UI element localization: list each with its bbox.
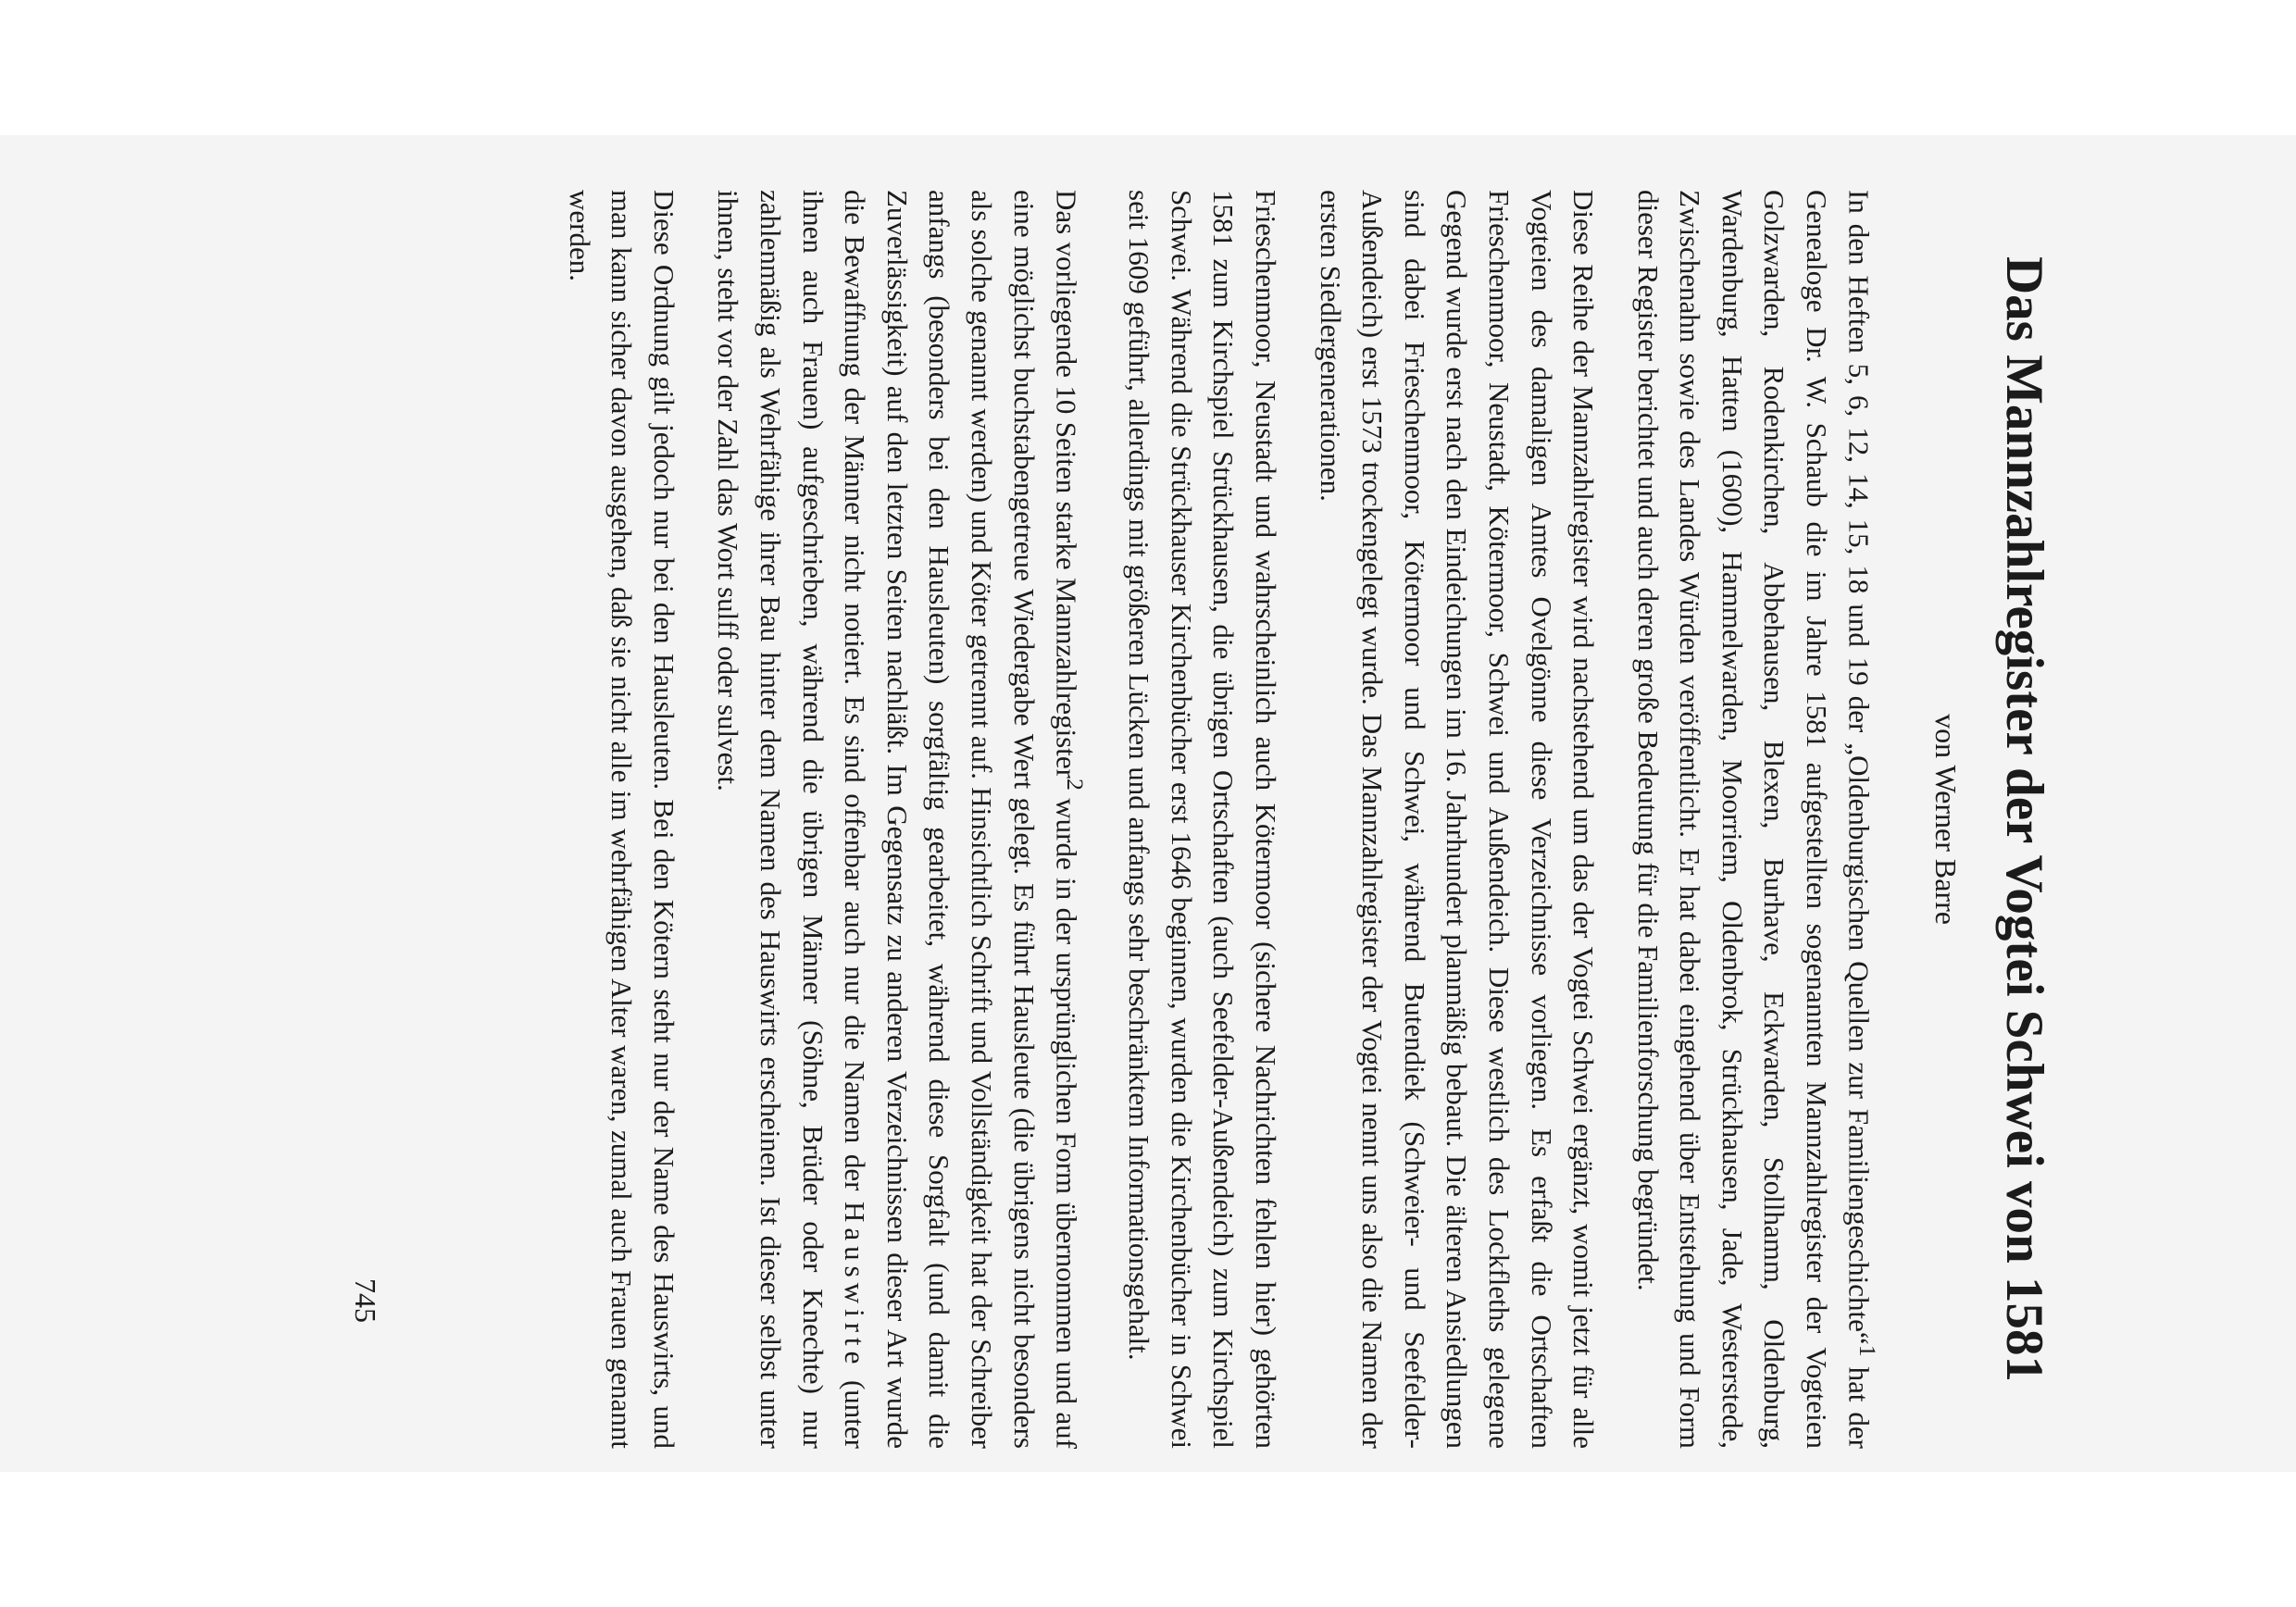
paragraph-1-text-b: hat der Genealoge Dr. W. Schaub die im Jahre 1581 aufgestellten sogenannten Mannzahlregister der Vogteien Golzwarden, Rodenkirchen, Abbehausen, Blexen, Burhave, Eckwarden, Stollhamm, Oldenburg, Wardenburg, Hatten (1600), Hammelwarden, Moorriem, Oldenbrok, Strückhausen, Jade, Westerstede, Zwischenahn sowie des Landes Würden veröffentlicht. Er hat dabei eingehend über Entstehung und Form dieser Register berichtet und auch deren große Bedeutung für die Familienforschung begründet. (1631, 190, 1876, 1449)
paragraph-2: Diese Reihe der Mannzahlregister wird nachstehend um das der Vogtei Schwei ergänzt, womit jetzt für alle Vogteien des damaligen Amtes Ovelgönne diese Verzeichnisse vorliegen. Es erfaßt die Ortschaften Frieschenmoor, Neustadt, Kötermoor, Schwei und Außendeich. Diese westlich des Lockfleths gelegene Gegend wurde erst nach den Eindeichungen im 16. Jahrhundert planmäßig bebaut. Die älteren Ansiedlungen sind dabei Frieschenmoor, Kötermoor und Schwei, während Butendiek (Schweier- und Seefelder-Außendeich) erst 1573 trockengelegt wurde. Das Mannzahlregister der Vogtei nennt uns also die Namen der ersten Siedlergenerationen. (1314, 190, 1601, 1449)
paragraph-4-text-b: wurde in der ursprünglichen Form übernommen und auf eine möglichst buchstabengetreue Wiedergabe Wert gelegt. Es führt Hausleute (die übrigens nicht besonders als solche genannt werden) und Köter getrennt auf. Hinsichtlich Schrift und Vollständigkeit hat der Schreiber anfangs (besonders bei den Hausleuten) sorgfältig gearbeitet, während diese Sorgfalt (und damit die Zuverlässigkeit) auf den letzten Seiten nachläßt. Im Gegensatz zu anderen Verzeichnissen dieser Art wurde die Bewaffnung der Männer nicht notiert. Es sind offenbar auch nur die Namen der (839, 190, 1083, 1450)
article-title: Das Mannzahlregister der Vogtei Schwei von 1581 (1995, 255, 2053, 1382)
paragraph-1 (1627, 190, 1889, 1449)
page-number: 745 (349, 1278, 382, 1323)
paragraph-5: Diese Ordnung gilt jedoch nur bei den Hausleuten. Bei den Kötern steht nur der Name des Hauswirts, und man kann sicher davon ausgehen, daß sie nicht alle im wehrfähigen Alter waren, zumal auch Frauen genannt werden. (563, 190, 680, 1449)
footnote-ref-1: 1 (1854, 1344, 1881, 1357)
paragraph-4-text-c: (unter ihnen auch Frauen) aufgeschrieben, während die übrigen Männer (Söhne, Brüder oder Knechte) nur zahlenmäßig als Wehrfähige ihrer Bau hinter dem Namen des Hauswirts erscheinen. Ist dieser selbst unter ihnen, steht vor der Zahl das Wort sulff oder sulvest. (712, 190, 872, 1449)
footnote-ref-2: 2 (1061, 778, 1089, 791)
paragraph-4-text-a: Das vorliegende 10 Seiten starke Mannzahlregister (1050, 190, 1083, 779)
article-author: von Werner Barre (1929, 714, 1963, 925)
article-body (536, 190, 1889, 1449)
paragraph-3: Frieschenmoor, Neustadt und wahrscheinlich auch Kötermoor (sichere Nachrichten fehlen hier) gehörten 1581 zum Kirchspiel Strückhausen, die übrigen Ortschaften (auch Seefelder-Außendeich) zum Kirchspiel Schwei. Während die Strückhauser Kirchenbücher erst 1646 beginnen, wurden die Kirchenbücher in Schwei seit 1609 geführt, allerdings mit größeren Lücken und anfangs sehr beschränktem Informationsgehalt. (1123, 190, 1282, 1449)
spaced-word-hauswirte: Hauswirte (839, 1202, 872, 1370)
document-page (315, 190, 2055, 1449)
paragraph-1-text-a: In den Heften 5, 6, 12, 14, 15, 18 und 19 der „Oldenburgischen Quellen zur Familiengeschichte“ (1842, 190, 1876, 1345)
paragraph-4 (707, 190, 1096, 1449)
